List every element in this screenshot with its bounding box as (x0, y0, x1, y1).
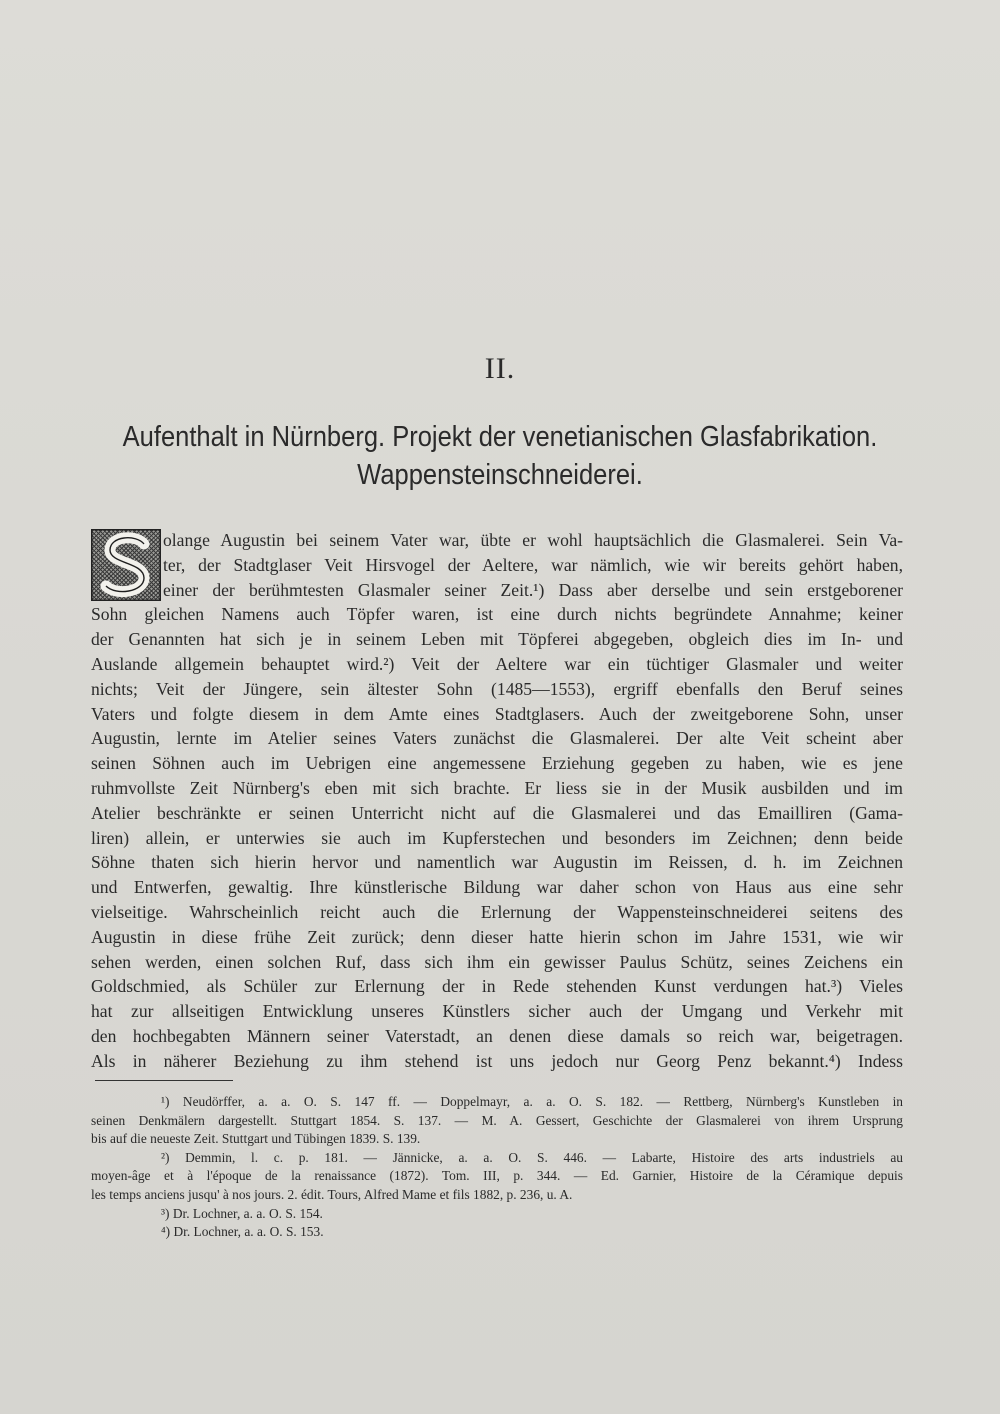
text-line: Goldschmied, als Schüler zur Erlernung der in Rede stehenden Kunst verdungen hat.³) Vieles (91, 976, 903, 997)
dropcap-letter: S (92, 517, 101, 534)
text-line: liren) allein, er unterwies sie auch im Kupferstechen und besonders im Zeichnen; denn beide (91, 827, 903, 848)
text-line: Auslande allgemein behauptet wird.²) Veit der Aeltere war ein tüchtiger Glasmaler und weiter (91, 653, 903, 674)
footnote-line: les temps anciens jusqu' à nos jours. 2. édit. Tours, Alfred Mame et fils 1882, p. 236, u. A. (91, 1186, 573, 1202)
text-line: den hochbegabten Männern seiner Vaterstadt, an denen diese damals so reich war, beigetragen. (91, 1025, 903, 1046)
text-line: ter, der Stadtglaser Veit Hirsvogel der Aeltere, war nämlich, wie wir bereits gehört haben, (163, 554, 903, 575)
text-line: olange Augustin bei seinem Vater war, übte er wohl hauptsächlich die Glasmalerei. Sein Va- (163, 530, 903, 550)
footnote-line: ⁴) Dr. Lochner, a. a. O. S. 153. (161, 1224, 324, 1240)
text-line: einer der berühmtesten Glasmaler seiner Zeit.¹) Dass aber derselbe und sein erstgeborener (163, 579, 903, 600)
text-line: hat zur allseitigen Entwicklung unseres Künstlers sicher auch der Umgang und Verkehr mit (91, 1001, 903, 1022)
text-line: sehen werden, einen solchen Ruf, dass sich ihm ein gewisser Paulus Schütz, seines Zeichens ein (91, 951, 903, 972)
text-line: und Entwerfen, gewaltig. Ihre künstlerische Bildung war daher schon von Haus aus eine sehr (91, 877, 903, 898)
text-line: ruhmvollste Zeit Nürnberg's eben mit sich brachte. Er liess sie in der Musik ausbilden und im (91, 777, 903, 798)
footnote-line: ³) Dr. Lochner, a. a. O. S. 154. (161, 1205, 323, 1221)
text-line: Augustin in diese frühe Zeit zurück; denn dieser hatte hierin schon im Jahre 1531, wie wir (91, 926, 903, 947)
text-line: Als in näherer Beziehung zu ihm stehend ist uns jedoch nur Georg Penz bekannt.⁴) Indess (91, 1050, 903, 1071)
text-line: seinen Söhnen auch im Uebrigen eine angemessene Erziehung gegeben zu haben, wie es jene (91, 753, 903, 774)
footnotes (91, 1093, 903, 1242)
footnote-line: bis auf die neueste Zeit. Stuttgart und Tübingen 1839. S. 139. (91, 1131, 421, 1147)
text-line: nichts; Veit der Jüngere, sein ältester Sohn (1485—1553), ergriff ebenfalls den Beruf seines (91, 678, 903, 699)
chapter-title-line-1: Aufenthalt in Nürnberg. Projekt der venetianischen Glasfabrikation. (122, 421, 878, 453)
footnote-line: seinen Denkmälern dargestellt. Stuttgart 1854. S. 137. — M. A. Gessert, Geschichte der Glasmalerei von ihrem Ursprung (91, 1112, 903, 1128)
body-paragraph (91, 528, 903, 1074)
footnote-line: ²) Demmin, l. c. p. 181. — Jännicke, a. a. O. S. 446. — Labarte, Histoire des arts industriels au (161, 1149, 903, 1165)
footnote-line: ¹) Neudörffer, a. a. O. S. 147 ff. — Doppelmayr, a. a. O. S. 182. — Rettberg, Nürnberg's Kunstleben in (161, 1094, 903, 1109)
text-line: Söhne thaten sich hierin hervor und namentlich war Augustin im Reissen, d. h. im Zeichnen (91, 852, 903, 873)
text-line: der Genannten hat sich je in seinem Leben mit Töpferei abgegeben, obgleich dies im In- und (91, 629, 903, 650)
chapter-title (113, 418, 887, 494)
text-line: Augustin, lernte im Atelier seines Vaters zunächst die Glasmalerei. Der alte Veit scheint aber (91, 728, 903, 749)
footnote-line: moyen-âge et à l'époque de la renaissance (1872). Tom. III, p. 344. — Ed. Garnier, Histoire de la Céramique depuis (91, 1168, 903, 1184)
text-line: Sohn gleichen Namens auch Töpfer waren, ist eine durch nichts begründete Annahme; keiner (91, 604, 903, 625)
text-line: vielseitige. Wahrscheinlich reicht auch die Erlernung der Wappensteinschneiderei seitens des (91, 901, 903, 922)
text-line: Atelier beschränkte er seinen Unterricht nicht auf die Glasmalerei und das Emailliren (Gama- (91, 802, 903, 823)
chapter-number: II. (484, 352, 516, 385)
text-line: Vaters und folgte diesem in dem Amte eines Stadtglasers. Auch der zweitgeborene Sohn, unser (91, 703, 903, 724)
footnote-separator (95, 1080, 233, 1081)
chapter-title-line-2: Wappensteinschneiderei. (357, 459, 643, 491)
